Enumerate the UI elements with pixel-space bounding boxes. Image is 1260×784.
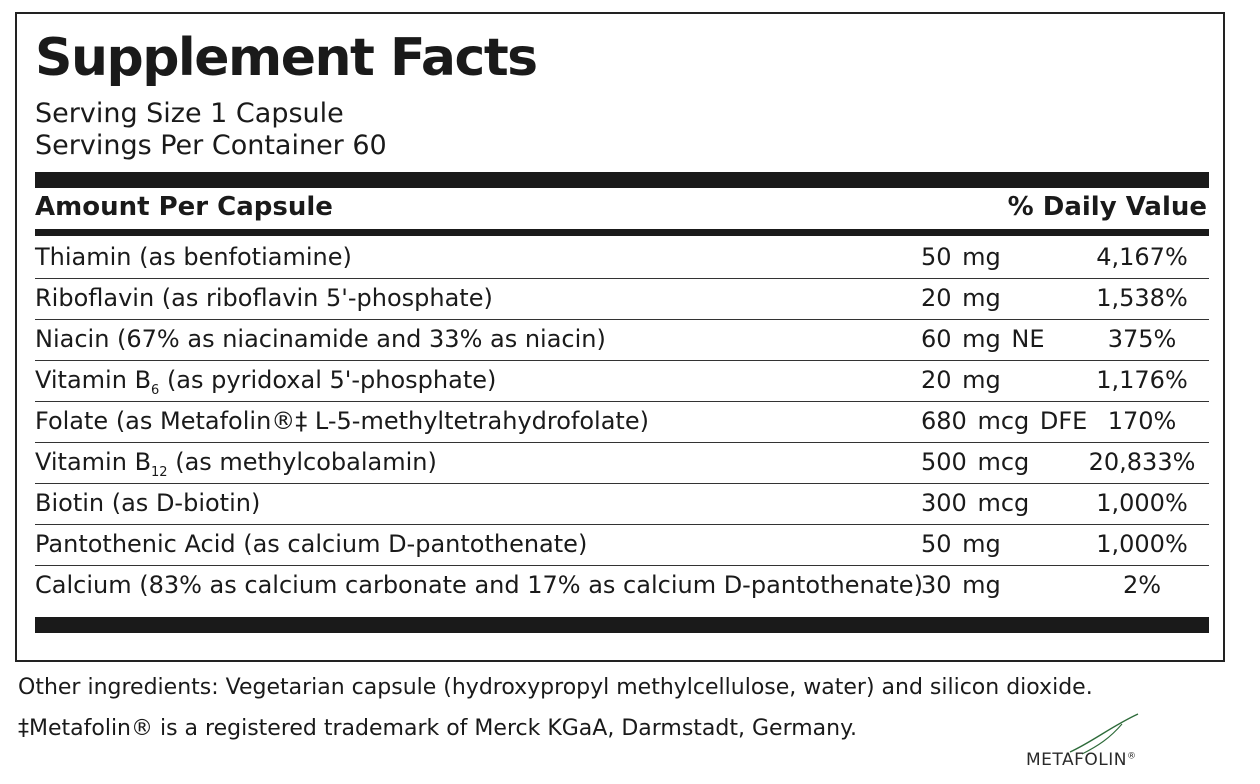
nutrient-amount: 20 mg	[921, 366, 1001, 394]
nutrient-amount: 300 mcg	[921, 489, 1030, 517]
supplement-facts-panel	[15, 12, 1225, 662]
nutrient-row	[35, 443, 1209, 484]
nutrient-amount: 60 mg NE	[921, 325, 1045, 353]
nutrient-name: Vitamin $B_6$ (as pyridoxal 5'-phosphate)	[35, 366, 497, 398]
thick-divider-top	[35, 172, 1209, 188]
nutrient-daily-value: 1,176%	[1096, 366, 1188, 394]
nutrient-row	[35, 361, 1209, 402]
amount-per-header: Amount Per Capsule	[35, 192, 333, 222]
serving-size: Serving Size 1 Capsule	[35, 98, 344, 129]
nutrient-name: Folate (as Metafolin®‡ L-5-methyltetrahydrofolate)	[35, 407, 649, 435]
nutrient-row	[35, 525, 1209, 566]
servings-per-container: Servings Per Container 60	[35, 130, 387, 161]
nutrient-name: Thiamin (as benfotiamine)	[35, 243, 352, 271]
header-divider	[35, 229, 1209, 236]
metafolin-logo	[1022, 712, 1162, 776]
nutrient-name: Pantothenic Acid (as calcium D-pantothenate)	[35, 530, 588, 558]
nutrient-name: Vitamin $B_{12}$ (as methylcobalamin)	[35, 448, 437, 480]
nutrient-name: Niacin (67% as niacinamide and 33% as niacin)	[35, 325, 606, 353]
nutrient-daily-value: 1,000%	[1096, 489, 1188, 517]
nutrient-row	[35, 484, 1209, 525]
nutrient-list	[35, 238, 1209, 607]
nutrient-amount: 50 mg	[921, 243, 1001, 271]
nutrient-amount: 20 mg	[921, 284, 1001, 312]
nutrient-daily-value: 2%	[1122, 571, 1162, 599]
other-ingredients: Other ingredients: Vegetarian capsule (hydroxypropyl methylcellulose, water) and silicon dioxide.	[18, 675, 1093, 700]
nutrient-amount: 680 mcg DFE	[921, 407, 1088, 435]
nutrient-row	[35, 279, 1209, 320]
panel-title: Supplement Facts	[35, 28, 537, 88]
daily-value-header: % Daily Value	[1007, 192, 1207, 222]
nutrient-amount: 30 mg	[921, 571, 1001, 599]
thick-divider-bottom	[35, 617, 1209, 633]
nutrient-daily-value: 20,833%	[1088, 448, 1196, 476]
nutrient-daily-value: 375%	[1107, 325, 1177, 353]
nutrient-name: Biotin (as D-biotin)	[35, 489, 261, 517]
nutrient-name: Riboflavin (as riboflavin 5'-phosphate)	[35, 284, 493, 312]
nutrient-row	[35, 402, 1209, 443]
nutrient-name: Calcium (83% as calcium carbonate and 17% as calcium D-pantothenate)	[35, 571, 923, 599]
trademark-note: ‡Metafolin® is a registered trademark of Merck KGaA, Darmstadt, Germany.	[18, 716, 857, 741]
nutrient-row	[35, 320, 1209, 361]
nutrient-amount: 50 mg	[921, 530, 1001, 558]
nutrient-daily-value: 1,000%	[1096, 530, 1188, 558]
nutrient-amount: 500 mcg	[921, 448, 1030, 476]
nutrient-daily-value: 170%	[1107, 407, 1177, 435]
nutrient-daily-value: 4,167%	[1096, 243, 1188, 271]
column-header-row	[35, 190, 1209, 228]
nutrient-daily-value: 1,538%	[1096, 284, 1188, 312]
logo-wordmark: METAFOLIN®	[1026, 750, 1137, 770]
nutrient-row	[35, 566, 1209, 607]
nutrient-row	[35, 238, 1209, 279]
